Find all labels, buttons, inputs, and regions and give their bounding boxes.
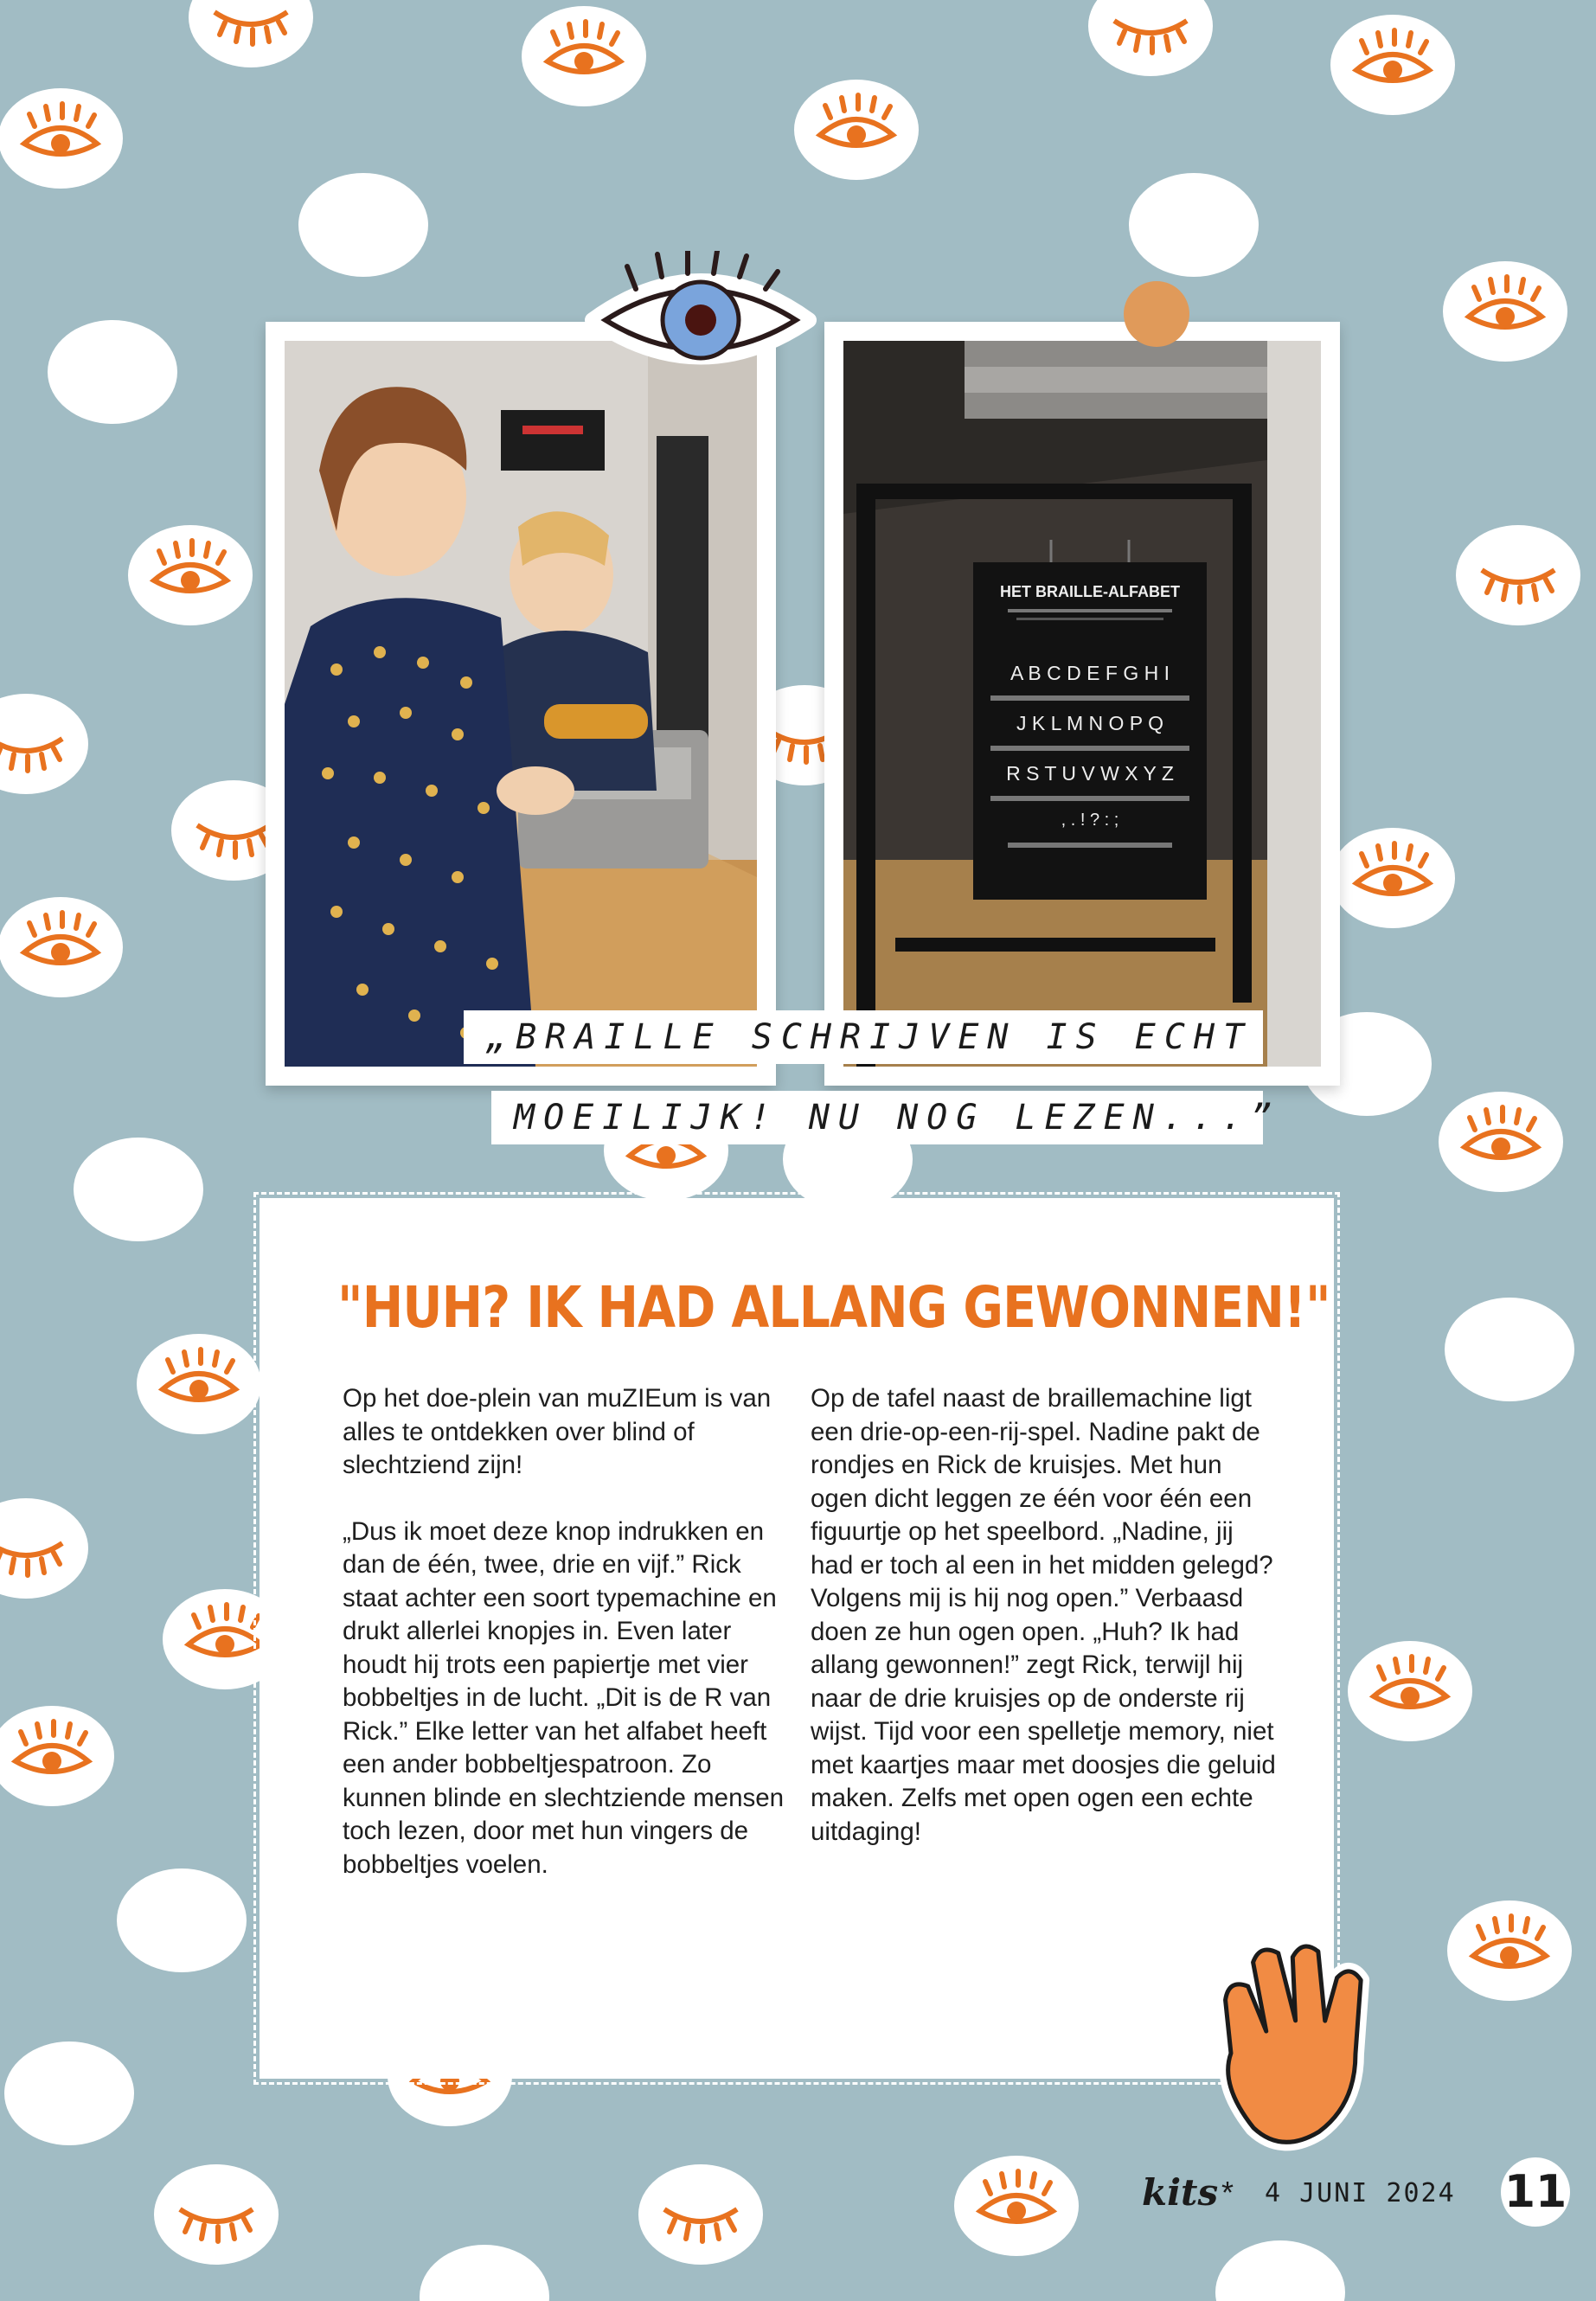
- article-paragraph: Op de tafel naast de braillemachine ligt een drie-op-een-rij-spel. Nadine pakt de rondjes en Rick de kruisjes. Met hun ogen dicht leggen ze één voor één een figuurtje op het speelbord. „Nadine, jij had er toch al een in het midden gelegd? Volgens mij is hij nog open.” Verbaasd doen ze hun ogen open. „Huh? Ik had allang gewonnen!” zegt Rick, terwijl hij naar de drie kruisjes op de onderste rij wijst. Tijd voor een spelletje memory, niet met kaartjes maar met doosjes die geluid maken. Zelfs met open ogen een echte uitdaging!: [811, 1384, 1276, 1846]
- poster-title: HET BRAILLE-ALFABET: [1000, 583, 1180, 600]
- photo-caption-line-1: „BRAILLE SCHRIJVEN IS ECHT: [464, 1010, 1263, 1064]
- poster-row-1: A B C D E F G H I: [1010, 662, 1170, 684]
- magazine-brand: kits: [1142, 2171, 1219, 2214]
- eye-sticker-icon: [584, 251, 817, 381]
- photo-children-braille-machine: [285, 341, 757, 1067]
- article-headline: "HUH? IK HAD ALLANG GEWONNEN!": [337, 1274, 1330, 1341]
- photo-caption-line-2: MOEILIJK! NU NOG LEZEN...”: [491, 1091, 1263, 1144]
- orange-pin-dot: [1124, 281, 1189, 347]
- article-column-2: [811, 1382, 1278, 1881]
- photo-braille-alphabet-poster: [843, 341, 1321, 1067]
- article-paragraph: „Dus ik moet deze knop indrukken en dan de één, twee, drie en vijf.” Rick staat achter een soort typemachine en drukt allerlei knopjes in. Even later houdt hij trots een papiertje met vier bobbeltjes in de lucht. „Dit is de R van Rick.” Elke letter van het alfabet heeft een ander bobbeltjespatroon. Zo kunnen blinde en slechtziende mensen toch lezen, door met hun vingers de bobbeltjes voelen.: [343, 1516, 785, 1879]
- photo-left-frame: [266, 322, 776, 1086]
- hand-icon: [1194, 1933, 1410, 2158]
- poster-row-3: R S T U V W X Y Z: [1006, 762, 1174, 785]
- article-card: [260, 1198, 1334, 2079]
- footer-separator: *: [1221, 2175, 1234, 2210]
- photo-right-frame: [824, 322, 1340, 1086]
- article-column-1: [343, 1382, 792, 1914]
- poster-row-4: , . ! ? : ;: [1061, 811, 1119, 830]
- article-paragraph: Op het doe-plein van muZIEum is van alles te ontdekken over blind of slechtziend zijn!: [343, 1384, 772, 1479]
- page-number: 11: [1501, 2157, 1570, 2227]
- poster-row-2: J K L M N O P Q: [1016, 712, 1163, 734]
- issue-date: 4 JUNI 2024: [1265, 2178, 1456, 2208]
